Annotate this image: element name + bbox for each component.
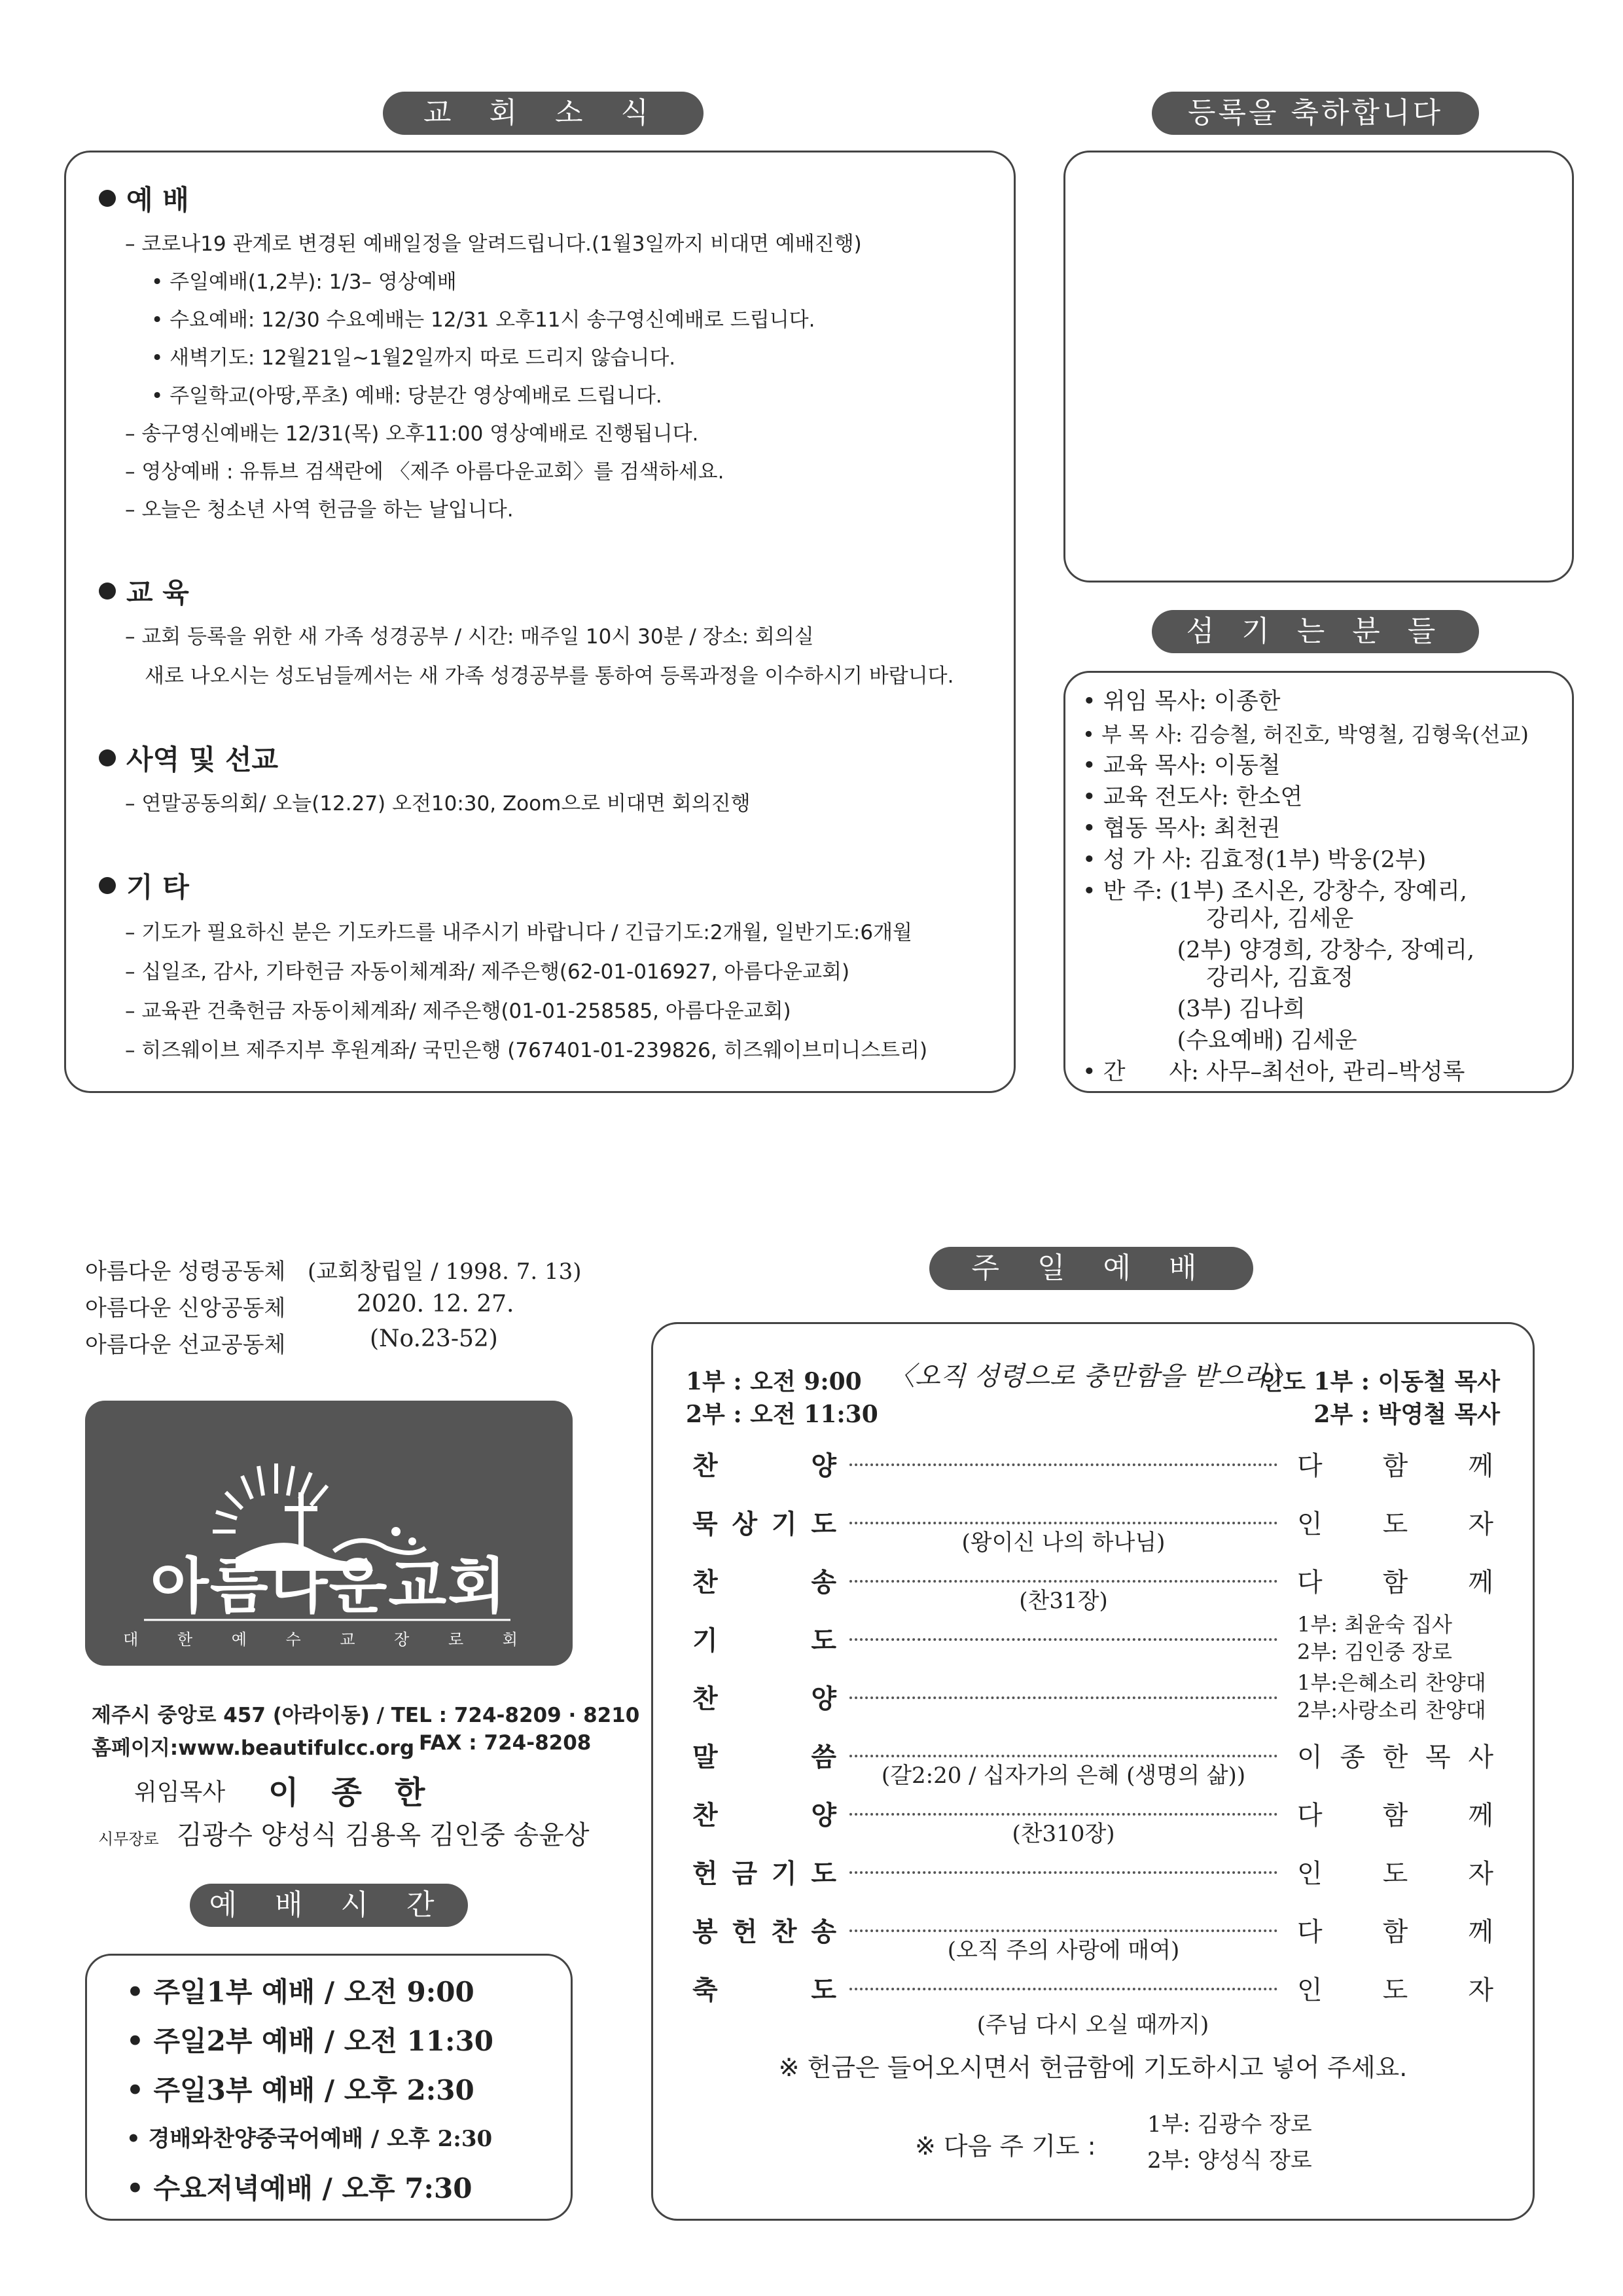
news-heading-etc: 기 타 <box>99 866 189 905</box>
leader-dots <box>849 1755 1277 1789</box>
leader-dots <box>849 1988 1277 1990</box>
leader-dots <box>849 1871 1277 1874</box>
order-row <box>692 1969 1493 2009</box>
leader-dots <box>849 1638 1277 1641</box>
logo-subtitle: 대 한 예 수 교 장 로 회 <box>123 1630 535 1649</box>
news-line: • 수요예배: 12/30 수요예배는 12/31 오후11시 송구영신예배로 드립니다. <box>151 308 815 332</box>
staff-row: • 반 주: (1부) 조시온, 강창수, 장예리, <box>1082 878 1467 905</box>
news-line: – 히즈웨이브 제주지부 후원계좌/ 국민은행 (767401-01-239826, 히즈웨이브미니스트리) <box>125 1039 928 1062</box>
elders-label: 시무장로 <box>98 1830 159 1848</box>
logo-name: 아름다운교회 <box>150 1551 508 1621</box>
order-detail: (왕이신 나의 하나님) <box>955 1524 1172 1556</box>
staff-row: 강리사, 김세운 <box>1082 906 1354 932</box>
order-row <box>692 1445 1493 1484</box>
leader-dots <box>849 1580 1277 1614</box>
register-box <box>1063 151 1574 583</box>
staff-row: • 협동 목사: 최천권 <box>1082 816 1281 842</box>
order-leader: 다 함 께 <box>1297 1917 1493 1947</box>
order-row <box>692 1562 1493 1614</box>
leader-second: 2부 : 박영철 목사 <box>1313 1401 1500 1428</box>
register-title: 등록을 축하합니다 <box>1152 92 1479 135</box>
next-prayer-label: ※ 다음 주 기도 : <box>915 2132 1096 2161</box>
bullet-icon <box>99 749 116 766</box>
closing-hymn: (주님 다시 오실 때까지) <box>976 2012 1209 2038</box>
next-prayer-first: 1부: 김광수 장로 <box>1147 2111 1312 2138</box>
communities: 아름다운 성령공동체 아름다운 신앙공동체 아름다운 선교공동체 <box>85 1259 286 1358</box>
order-label: 찬 송 <box>692 1567 836 1598</box>
staff-row: (2부) 양경희, 강창수, 장예리, <box>1082 937 1475 963</box>
bullet-icon <box>99 583 116 600</box>
staff-row: • 성 가 사: 김효정(1부) 박웅(2부) <box>1082 847 1427 873</box>
news-line: • 주일학교(아땅,푸초) 예배: 당분간 영상예배로 드립니다. <box>151 384 662 408</box>
order-label: 묵 상 기 도 <box>692 1509 836 1539</box>
news-line: – 연말공동의회/ 오늘(12.27) 오전10:30, Zoom으로 비대면 회의진행 <box>125 792 751 816</box>
news-heading-worship: 예 배 <box>99 179 189 218</box>
staff-row: (수요예배) 김세운 <box>1082 1028 1357 1054</box>
order-row <box>692 1795 1493 1847</box>
sermon-theme: 〈오직 성령으로 충만함을 받으라〉 <box>889 1361 1295 1391</box>
order-row <box>692 1911 1493 1964</box>
order-leader: 인 도 자 <box>1297 1509 1493 1539</box>
order-label: 축 도 <box>692 1975 836 2005</box>
leader-dots <box>849 1696 1277 1699</box>
order-label: 찬 양 <box>692 1800 836 1831</box>
news-line: – 영상예배 : 유튜브 검색란에 〈제주 아름다운교회〉를 검색하세요. <box>125 460 724 484</box>
news-line: • 새벽기도: 12월21일~1월2일까지 따로 드리지 않습니다. <box>151 346 676 370</box>
worship-box <box>651 1322 1535 2221</box>
leader-dots <box>849 1929 1277 1964</box>
news-line: – 교육관 건축헌금 자동이체계좌/ 제주은행(01-01-258585, 아름다운교회) <box>125 999 791 1023</box>
church-address: 제주시 중앙로 457 (아라이동) / TEL : 724-8209 · 8210 <box>92 1704 640 1727</box>
order-leader: 인 도 자 <box>1297 1975 1493 2005</box>
staff-row: • 부 목 사: 김승철, 허진호, 박영철, 김형욱(선교) <box>1082 722 1529 747</box>
order-leader: 1부:은혜소리 찬양대 2부:사랑소리 찬양대 <box>1297 1670 1486 1723</box>
news-line: • 주일예배(1,2부): 1/3– 영상예배 <box>151 270 457 294</box>
staff-row: • 교육 전도사: 한소연 <box>1082 784 1303 810</box>
order-leader: 다 함 께 <box>1297 1568 1493 1598</box>
staff-row: (3부) 김나희 <box>1082 996 1306 1022</box>
time-row: • 수요저녁예배 / 오후 7:30 <box>126 2172 473 2204</box>
order-detail: (갈2:20 / 십자가의 은혜 (생명의 삶)) <box>875 1757 1252 1789</box>
news-box <box>64 151 1016 1093</box>
time-row: • 주일3부 예배 / 오후 2:30 <box>126 2074 474 2106</box>
news-heading-education: 교 육 <box>99 571 189 611</box>
order-label: 말 씀 <box>692 1742 836 1772</box>
news-title: 교 회 소 식 <box>383 92 704 135</box>
offering-notice: ※ 헌금은 들어오시면서 헌금함에 기도하시고 넣어 주세요. <box>778 2053 1408 2082</box>
church-homepage[interactable]: 홈페이지:www.beautifulcc.org <box>92 1736 415 1760</box>
staff-title: 섬 기 는 분 들 <box>1152 610 1479 653</box>
bulletin-date: 2020. 12. 27. <box>357 1291 514 1318</box>
order-row <box>692 1612 1493 1664</box>
times-box <box>85 1954 573 2221</box>
news-line: 새로 나오시는 성도님들께서는 새 가족 성경공부를 통하여 등록과정을 이수하시기 바랍니다. <box>145 664 954 688</box>
issue-number: (No.23-52) <box>370 1325 498 1352</box>
order-leader: 다 함 께 <box>1297 1801 1493 1831</box>
order-label: 찬 양 <box>692 1683 836 1714</box>
time-row: • 주일2부 예배 / 오전 11:30 <box>126 2025 493 2057</box>
staff-row: 강리사, 김효정 <box>1082 965 1354 991</box>
bullet-icon <box>99 190 116 207</box>
news-line: – 송구영신예배는 12/31(목) 오후11:00 영상예배로 진행됩니다. <box>125 422 699 446</box>
news-heading-mission: 사역 및 선교 <box>99 738 278 778</box>
news-line: – 십일조, 감사, 기타헌금 자동이체계좌/ 제주은행(62-01-016927, 아름다운교회) <box>125 960 850 984</box>
order-leader: 다 함 께 <box>1297 1451 1493 1481</box>
leader-first: 인도 1부 : 이동철 목사 <box>1260 1368 1500 1395</box>
time-row: • 경배와찬양중국어예배 / 오후 2:30 <box>126 2126 493 2152</box>
pastor-name: 이 종 한 <box>268 1774 425 1811</box>
order-row <box>692 1853 1493 1892</box>
order-row <box>692 1670 1493 1723</box>
order-detail: (오직 주의 사랑에 매여) <box>941 1932 1186 1964</box>
news-line: – 오늘은 청소년 사역 헌금을 하는 날입니다. <box>125 498 514 522</box>
order-label: 봉 헌 찬 송 <box>692 1916 836 1947</box>
church-logo <box>85 1401 573 1666</box>
order-label: 기 도 <box>692 1625 836 1656</box>
next-prayer-second: 2부: 양성식 장로 <box>1147 2147 1312 2174</box>
order-detail: (찬31장) <box>1012 1583 1114 1615</box>
elders-names: 김광수 양성식 김용옥 김인중 송윤상 <box>177 1820 590 1850</box>
news-line: – 교회 등록을 위한 새 가족 성경공부 / 시간: 매주일 10시 30분 / 장소: 회의실 <box>125 625 814 649</box>
leader-dots <box>849 1813 1277 1847</box>
news-line: – 코로나19 관계로 변경된 예배일정을 알려드립니다.(1월3일까지 비대면 예배진행) <box>125 232 862 256</box>
staff-row: • 위임 목사: 이종한 <box>1082 689 1281 715</box>
order-leader: 인 도 자 <box>1297 1859 1493 1889</box>
staff-box <box>1063 671 1574 1093</box>
order-detail: (찬310장) <box>1005 1816 1121 1848</box>
church-fax: FAX : 724-8208 <box>419 1731 592 1755</box>
service-first: 1부 : 오전 9:00 <box>686 1368 862 1395</box>
news-line: – 기도가 필요하신 분은 기도카드를 내주시기 바랍니다 / 긴급기도:2개월, 일반기도:6개월 <box>125 921 912 944</box>
pastor-label: 위임목사 <box>134 1779 226 1806</box>
worship-title: 주 일 예 배 <box>929 1247 1253 1290</box>
order-label: 헌 금 기 도 <box>692 1858 836 1889</box>
order-row <box>692 1503 1493 1556</box>
time-row: • 주일1부 예배 / 오전 9:00 <box>126 1976 474 2008</box>
bullet-icon <box>99 877 116 894</box>
leader-dots <box>849 1463 1277 1466</box>
staff-row: • 간 사: 사무–최선아, 관리–박성록 <box>1082 1059 1465 1085</box>
founded-date: (교회창립일 / 1998. 7. 13) <box>308 1259 582 1285</box>
service-second: 2부 : 오전 11:30 <box>686 1401 878 1428</box>
order-leader: 1부: 최윤숙 집사 2부: 김인중 장로 <box>1297 1612 1452 1664</box>
times-title: 예 배 시 간 <box>190 1884 468 1927</box>
leader-dots <box>849 1522 1277 1556</box>
staff-row: • 교육 목사: 이동철 <box>1082 753 1281 779</box>
order-row <box>692 1736 1493 1789</box>
order-leader: 이 종 한 목 사 <box>1297 1742 1493 1772</box>
order-label: 찬 양 <box>692 1450 836 1481</box>
